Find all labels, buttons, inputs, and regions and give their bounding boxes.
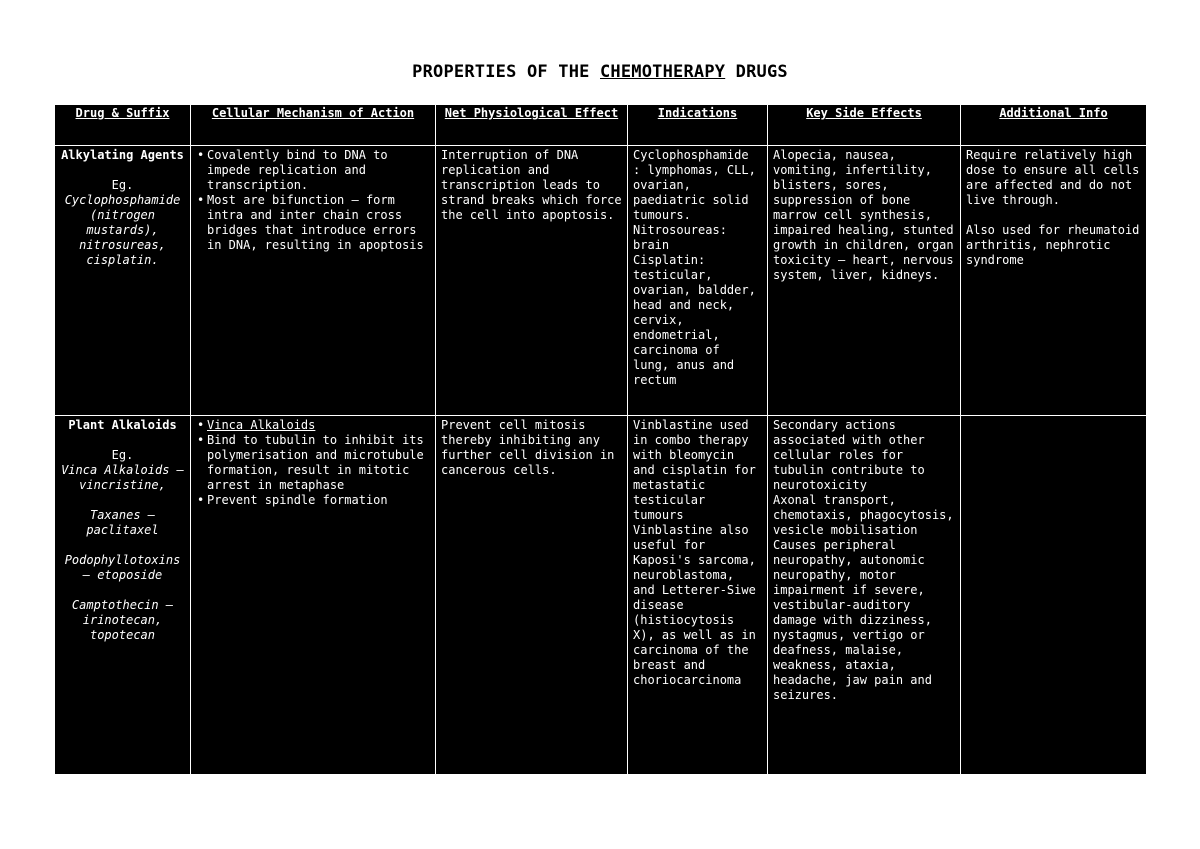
drug-class: Alkylating Agents	[61, 148, 184, 162]
title-part-3: DRUGS	[725, 62, 788, 82]
list-item: • Covalently bind to DNA to impede replication and transcription.	[207, 148, 430, 193]
drug-cell	[55, 146, 191, 416]
header-additional-info: Additional Info	[961, 105, 1147, 146]
drug-eg: Eg.	[111, 448, 134, 462]
additional-info-cell	[961, 416, 1147, 775]
list-item-heading: • Vinca Alkaloids	[207, 418, 430, 433]
mechanism-list	[196, 418, 430, 508]
header-side-effects: Key Side Effects	[768, 105, 961, 146]
mechanism-cell	[191, 416, 436, 775]
indications-cell: Vinblastine used in combo therapy with bleomycin and cisplatin for metastatic testicular tumours Vinblastine also useful for Kaposi's sarcoma, neuroblastoma, and Letterer-Siwe disease (histiocytosis X), as well as in carcinoma of the breast and choriocarcinoma	[628, 416, 768, 775]
drug-example: Podophyllotoxins – etoposide	[64, 553, 181, 582]
drug-eg: Eg.	[111, 178, 134, 192]
header-drug: Drug & Suffix	[55, 105, 191, 146]
drug-example: Vinca Alkaloids – vincristine,	[61, 463, 184, 492]
drug-example: Cyclophosphamide (nitrogen mustards), nitrosureas, cisplatin.	[64, 193, 181, 267]
list-item: • Prevent spindle formation	[207, 493, 430, 508]
list-item: • Most are bifunction – form intra and inter chain cross bridges that introduce errors in DNA, resulting in apoptosis	[207, 193, 430, 253]
effect-cell: Prevent cell mitosis thereby inhibiting any further cell division in cancerous cells.	[436, 416, 628, 775]
drug-class: Plant Alkaloids	[68, 418, 177, 432]
drug-cell	[55, 416, 191, 775]
header-effect: Net Physiological Effect	[436, 105, 628, 146]
drug-example: Camptothecin – irinotecan, topotecan	[71, 598, 174, 642]
chemotherapy-table	[54, 104, 1147, 775]
header-row	[55, 105, 1147, 146]
mechanism-cell	[191, 146, 436, 416]
additional-info-cell	[961, 146, 1147, 416]
mechanism-list	[196, 148, 430, 253]
header-mechanism: Cellular Mechanism of Action	[191, 105, 436, 146]
side-effects-cell: Alopecia, nausea, vomiting, infertility, blisters, sores, suppression of bone marrow cell synthesis, impaired healing, stunted growth in children, organ toxicity – heart, nervous system, liver, kidneys.	[768, 146, 961, 416]
title-part-2: CHEMOTHERAPY	[600, 62, 726, 82]
drug-example: Taxanes – paclitaxel	[86, 508, 159, 537]
list-item: • Bind to tubulin to inhibit its polymerisation and microtubule formation, result in mitotic arrest in metaphase	[207, 433, 430, 493]
header-indications: Indications	[628, 105, 768, 146]
effect-cell: Interruption of DNA replication and transcription leads to strand breaks which force the cell into apoptosis.	[436, 146, 628, 416]
table-row	[55, 146, 1147, 416]
side-effects-cell: Secondary actions associated with other cellular roles for tubulin contribute to neurotoxicity Axonal transport, chemotaxis, phagocytosis, vesicle mobilisation Causes peripheral neuropathy, autonomic neuropathy, motor impairment if severe, vestibular-auditory damage with dizziness, nystagmus, vertigo or deafness, malaise, weakness, ataxia, headache, jaw pain and seizures.	[768, 416, 961, 775]
page-title	[0, 62, 1200, 82]
additional-info-text: Require relatively high dose to ensure all cells are affected and do not live through.	[966, 148, 1140, 207]
indications-cell: Cyclophosphamide : lymphomas, CLL, ovarian, paediatric solid tumours. Nitrosoureas: brain Cisplatin: testicular, ovarian, baldder, head and neck, cervix, endometrial, carcinoma of lung, anus and rectum	[628, 146, 768, 416]
title-part-1: PROPERTIES OF THE	[412, 62, 600, 82]
table-row	[55, 416, 1147, 775]
additional-info-text: Also used for rheumatoid arthritis, nephrotic syndrome	[966, 223, 1140, 267]
